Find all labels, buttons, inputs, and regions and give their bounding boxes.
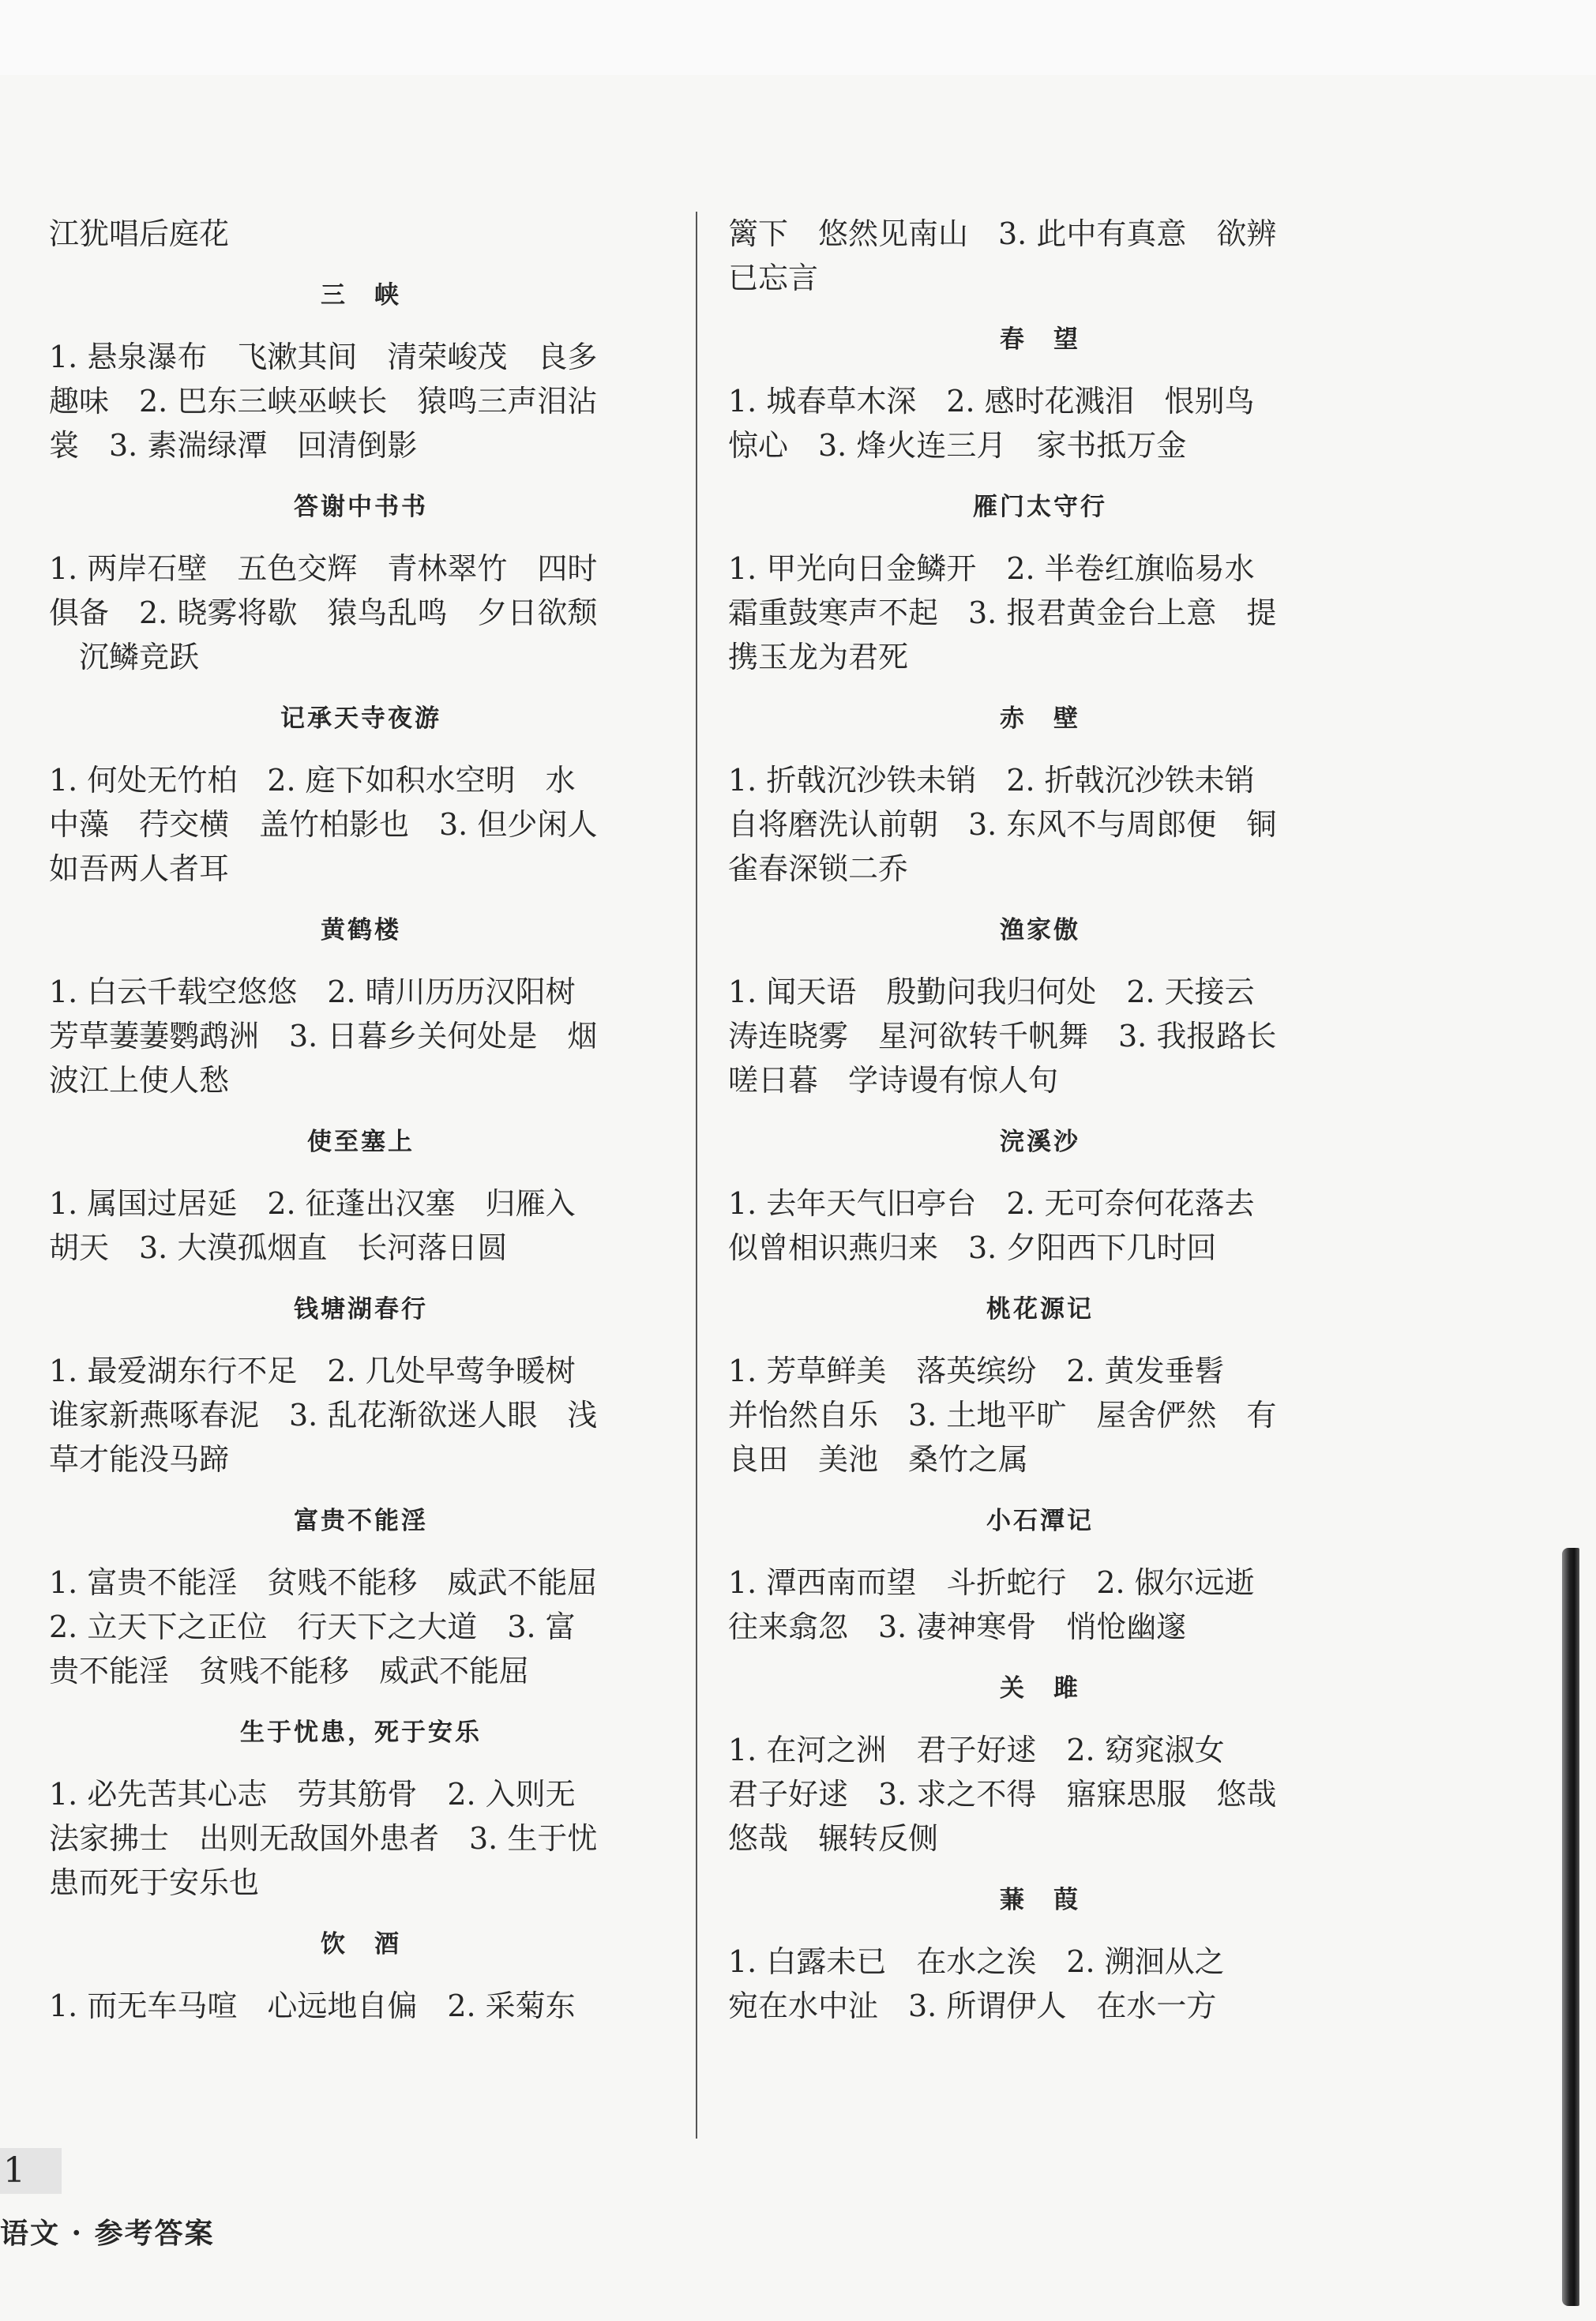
answer-line: 并怡然自乐 3. 土地平旷 屋舍俨然 有 [728, 1398, 1277, 1433]
answer-line: 自将磨洗认前朝 3. 东风不与周郎便 铜 [728, 807, 1277, 842]
section-title: 记承天寺夜游 [280, 704, 441, 733]
answer-line: 惊心 3. 烽火连三月 家书抵万金 [728, 428, 1187, 463]
page-footer [0, 2148, 284, 2251]
answer-line: 涛连晓雾 星河欲转千帆舞 3. 我报路长 [728, 1019, 1277, 1053]
section-title: 关 雎 [1000, 1674, 1080, 1703]
answer-line: 已忘言 [728, 261, 819, 295]
answer-line: 1. 在河之洲 君子好逑 2. 窈窕淑女 [728, 1733, 1225, 1767]
answer-line: 似曾相识燕归来 3. 夕阳西下几时回 [728, 1230, 1217, 1265]
answer-line: 1. 两岸石壁 五色交辉 青林翠竹 四时 [49, 551, 598, 586]
answer-line: 1. 芳草鲜美 落英缤纷 2. 黄发垂髫 [728, 1354, 1225, 1388]
answer-line: 1. 而无车马喧 心远地自偏 2. 采菊东 [49, 1989, 576, 2023]
section-title: 富贵不能淫 [294, 1507, 428, 1535]
page-number: 1 [0, 2148, 62, 2194]
page-top-margin [0, 0, 1596, 75]
answer-section [728, 485, 1352, 679]
answer-section [728, 1120, 1352, 1270]
answer-line: 1. 必先苦其心志 劳其筋骨 2. 入则无 [49, 1777, 576, 1812]
answer-section [728, 1287, 1352, 1482]
answer-line: 宛在水中沚 3. 所谓伊人 在水一方 [728, 1989, 1217, 2023]
section-title: 使至塞上 [307, 1128, 415, 1156]
section-title: 答谢中书书 [294, 493, 428, 521]
section-title: 生于忧患，死于安乐 [240, 1718, 482, 1747]
answer-line: 1. 城春草木深 2. 感时花溅泪 恨别鸟 [728, 384, 1255, 419]
answer-line: 俱备 2. 晓雾将歇 猿鸟乱鸣 夕日欲颓 [49, 595, 598, 630]
answer-section [49, 1711, 673, 1905]
answer-line: 胡天 3. 大漠孤烟直 长河落日圆 [49, 1230, 508, 1265]
answer-line: 江犹唱后庭花 [49, 216, 230, 251]
section-title: 黄鹤楼 [321, 916, 401, 945]
section-title: 蒹 葭 [1000, 1886, 1080, 1914]
answer-section [49, 485, 673, 679]
answer-line: 草才能没马蹄 [49, 1442, 230, 1477]
answer-line: 波江上使人愁 [49, 1063, 230, 1098]
answer-section [49, 1120, 673, 1270]
right-column [728, 212, 1352, 2028]
answer-line: 如吾两人者耳 [49, 851, 230, 886]
answer-line: 趣味 2. 巴东三峡巫峡长 猿鸣三声泪沾 [49, 384, 598, 419]
answer-line: 1. 最爱湖东行不足 2. 几处早莺争暖树 [49, 1354, 576, 1388]
answer-section [49, 1922, 673, 2028]
section-title: 浣溪沙 [1000, 1128, 1080, 1156]
answer-section [49, 1287, 673, 1482]
answer-line: 1. 甲光向日金鳞开 2. 半卷红旗临易水 [728, 551, 1255, 586]
section-title: 雁门太守行 [973, 493, 1107, 521]
footer-label: 语文 · 参考答案 [0, 2217, 215, 2250]
answer-line: 君子好逑 3. 求之不得 寤寐思服 悠哉 [728, 1777, 1277, 1812]
answer-line: 法家拂士 出则无敌国外患者 3. 生于忧 [49, 1821, 598, 1856]
answer-section [49, 1499, 673, 1693]
answer-line: 1. 去年天气旧亭台 2. 无可奈何花落去 [728, 1186, 1255, 1221]
answer-section [49, 273, 673, 468]
answer-line: 携玉龙为君死 [728, 640, 909, 674]
section-title: 渔家傲 [1000, 916, 1080, 945]
answer-section [49, 908, 673, 1102]
answer-section [49, 212, 673, 256]
answer-section [728, 908, 1352, 1102]
answer-line: 篱下 悠然见南山 3. 此中有真意 欲辨 [728, 216, 1277, 251]
section-title: 钱塘湖春行 [294, 1295, 428, 1324]
answer-line: 谁家新燕啄春泥 3. 乱花渐欲迷人眼 浅 [49, 1398, 598, 1433]
answer-line: 1. 何处无竹柏 2. 庭下如积水空明 水 [49, 763, 576, 798]
section-title: 赤 壁 [1000, 704, 1080, 733]
answer-line: 嗟日暮 学诗谩有惊人句 [728, 1063, 1059, 1098]
answer-line: 往来翕忽 3. 凄神寒骨 悄怆幽邃 [728, 1609, 1187, 1644]
answer-line: 1. 属国过居延 2. 征蓬出汉塞 归雁入 [49, 1186, 576, 1221]
answer-line: 沉鳞竞跃 [49, 640, 200, 674]
section-title: 三 峡 [321, 281, 401, 310]
page-edge-shadow [1562, 1548, 1579, 2306]
answer-section [728, 1666, 1352, 1861]
section-title: 桃花源记 [986, 1295, 1094, 1324]
section-title: 春 望 [1000, 325, 1080, 354]
answer-section [728, 212, 1352, 300]
answer-section [728, 317, 1352, 468]
answer-line: 2. 立天下之正位 行天下之大道 3. 富 [49, 1609, 576, 1644]
answer-line: 雀春深锁二乔 [728, 851, 909, 886]
answer-line: 1. 闻天语 殷勤问我归何处 2. 天接云 [728, 975, 1255, 1009]
answer-line: 芳草萋萋鹦鹉洲 3. 日暮乡关何处是 烟 [49, 1019, 598, 1053]
answer-line: 良田 美池 桑竹之属 [728, 1442, 1029, 1477]
answer-line: 贵不能淫 贫贱不能移 威武不能屈 [49, 1654, 530, 1688]
answer-line: 1. 白露未已 在水之涘 2. 溯洄从之 [728, 1944, 1225, 1979]
answer-section [728, 697, 1352, 891]
answer-line: 中藻 荇交横 盖竹柏影也 3. 但少闲人 [49, 807, 598, 842]
answer-section [728, 1878, 1352, 2028]
answer-line: 霜重鼓寒声不起 3. 报君黄金台上意 提 [728, 595, 1277, 630]
section-title: 小石潭记 [986, 1507, 1094, 1535]
answer-line: 患而死于安乐也 [49, 1865, 260, 1900]
answer-line: 悠哉 辗转反侧 [728, 1821, 939, 1856]
answer-line: 1. 潭西南而望 斗折蛇行 2. 俶尔远逝 [728, 1565, 1255, 1600]
answer-section [49, 697, 673, 891]
section-title: 饮 酒 [321, 1930, 401, 1959]
answer-section [728, 1499, 1352, 1649]
answer-line: 1. 折戟沉沙铁未销 2. 折戟沉沙铁未销 [728, 763, 1255, 798]
answer-line: 1. 白云千载空悠悠 2. 晴川历历汉阳树 [49, 975, 576, 1009]
answer-line: 裳 3. 素湍绿潭 回清倒影 [49, 428, 418, 463]
answer-line: 1. 悬泉瀑布 飞漱其间 清荣峻茂 良多 [49, 340, 598, 374]
column-divider [696, 212, 697, 2139]
answer-line: 1. 富贵不能淫 贫贱不能移 威武不能屈 [49, 1565, 598, 1600]
left-column [49, 212, 673, 2028]
